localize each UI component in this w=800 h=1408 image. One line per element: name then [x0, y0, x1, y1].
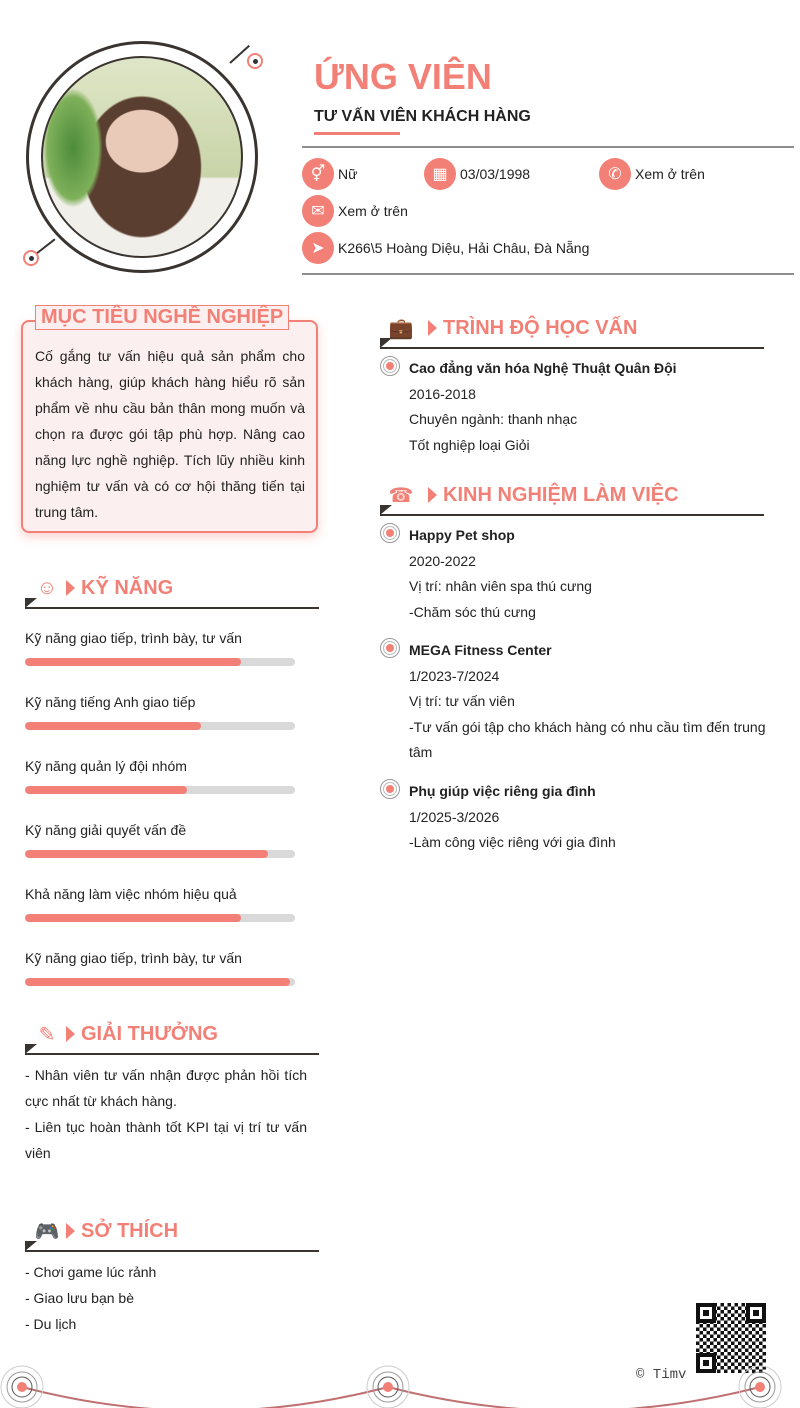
awards-header: ✎ GIẢI THƯỞNG — [34, 1022, 218, 1046]
skill-item — [25, 886, 295, 922]
arrow-icon — [66, 580, 75, 596]
awards-list: - Nhân viên tư vấn nhận được phản hồi tích cực nhất từ khách hàng. - Liên tục hoàn thành tốt KPI tại vị trí tư vấn viên — [25, 1067, 307, 1161]
item-detail: 1/2025-3/2026 — [409, 808, 500, 825]
item-title: Cao đẳng văn hóa Nghệ Thuật Quân Đội — [409, 360, 677, 376]
experience-item — [380, 523, 770, 625]
skill-item — [25, 758, 295, 794]
skill-label: Kỹ năng tiếng Anh giao tiếp — [25, 694, 196, 710]
skill-bar — [25, 786, 295, 794]
target-right — [739, 1366, 781, 1408]
location-icon: ➤ — [302, 232, 334, 264]
email-icon: ✉ — [302, 195, 334, 227]
target-bullet-icon — [380, 523, 400, 543]
target-middle — [367, 1366, 409, 1408]
skill-bar-fill — [25, 658, 241, 666]
contact-phone: ✆ Xem ở trên — [599, 158, 705, 190]
skill-item — [25, 630, 295, 666]
item-detail: -Tư vấn gói tập cho khách hàng có nhu cầu tìm đến trung tâm — [409, 718, 766, 760]
footer-wave — [0, 1355, 800, 1408]
contact-birthday: ▦ 03/03/1998 — [424, 158, 530, 190]
skill-label: Kỹ năng giao tiếp, trình bày, tư vấn — [25, 950, 242, 966]
item-detail: 2016-2018 — [409, 385, 476, 402]
divider — [380, 514, 764, 516]
skill-label: Kỹ năng giao tiếp, trình bày, tư vấn — [25, 630, 242, 646]
divider — [302, 273, 794, 275]
skill-bar-fill — [25, 722, 201, 730]
arrow-icon — [428, 320, 437, 336]
target-bullet-icon — [380, 356, 400, 376]
award-icon: ✎ — [38, 1023, 56, 1046]
skills-header: ☺ KỸ NĂNG — [34, 576, 173, 600]
candidate-name: ỨNG VIÊN — [314, 56, 492, 97]
skill-label: Khả năng làm việc nhóm hiệu quả — [25, 886, 237, 902]
skill-bar-fill — [25, 978, 290, 986]
item-detail: Tốt nghiệp loại Giỏi — [409, 436, 530, 453]
gender-icon: ⚥ — [302, 158, 334, 190]
skill-bar — [25, 978, 295, 986]
decor-dot — [247, 53, 263, 69]
contact-address: ➤ K266\5 Hoàng Diệu, Hải Châu, Đà Nẵng — [302, 232, 589, 264]
item-detail: 1/2023-7/2024 — [409, 667, 500, 684]
item-detail: Vị trí: nhân viên spa thú cưng — [409, 578, 592, 594]
experience-header: ☎ KINH NGHIỆM LÀM VIỆC — [388, 483, 679, 507]
skill-bar-fill — [25, 914, 241, 922]
item-detail: Chuyên ngành: thanh nhạc — [409, 411, 578, 427]
item-title: Happy Pet shop — [409, 527, 515, 543]
hobbies-list: - Chơi game lúc rảnh - Giao lưu bạn bè - Du lịch — [25, 1264, 157, 1332]
skill-item — [25, 694, 295, 730]
arrow-icon — [428, 487, 437, 503]
divider — [314, 132, 400, 135]
target-bullet-icon — [380, 779, 400, 799]
skill-bar — [25, 914, 295, 922]
item-detail: -Chăm sóc thú cưng — [409, 603, 536, 620]
decor-line — [35, 238, 55, 254]
arrow-icon — [66, 1026, 75, 1042]
item-detail: 2020-2022 — [409, 552, 476, 569]
career-goal-text: Cố gắng tư vấn hiệu quả sản phẩm cho khách hàng, giúp khách hàng hiểu rõ sản phẩm về nhu cầu bản thân mong muốn và chọn ra được gói tập phù hợp. Nâng cao năng lực nghề nghiệp. Tích lũy nhiều kinh nghiệm tư vấn và có cơ hội thăng tiến tại trung tâm. — [35, 348, 305, 520]
divider — [380, 347, 764, 349]
experience-item — [380, 779, 770, 856]
item-title: MEGA Fitness Center — [409, 642, 552, 658]
skill-bar — [25, 850, 295, 858]
divider — [25, 607, 319, 609]
hobbies-header: 🎮 SỞ THÍCH — [34, 1219, 179, 1243]
skill-item — [25, 950, 295, 986]
skill-bar-fill — [25, 850, 268, 858]
career-goal-title: MỤC TIÊU NGHỀ NGHIỆP — [35, 305, 289, 330]
experience-item — [380, 638, 770, 766]
education-item — [380, 356, 770, 458]
divider — [25, 1053, 319, 1055]
skill-bar — [25, 658, 295, 666]
target-left — [1, 1366, 43, 1408]
calendar-icon: ▦ — [424, 158, 456, 190]
skill-bar-fill — [25, 786, 187, 794]
phone-icon: ✆ — [599, 158, 631, 190]
skill-label: Kỹ năng giải quyết vấn đề — [25, 822, 187, 838]
telephone-icon: ☎ — [388, 484, 414, 507]
arrow-icon — [66, 1223, 75, 1239]
item-detail: Vị trí: tư vấn viên — [409, 693, 515, 709]
job-title: TƯ VẤN VIÊN KHÁCH HÀNG — [314, 108, 531, 125]
skill-label: Kỹ năng quản lý đội nhóm — [25, 758, 187, 774]
contact-gender: ⚥ Nữ — [302, 158, 357, 190]
skill-bar — [25, 722, 295, 730]
target-bullet-icon — [380, 638, 400, 658]
education-header: 💼 TRÌNH ĐỘ HỌC VẤN — [388, 316, 638, 340]
copyright: © Timv — [636, 1367, 687, 1383]
item-detail: -Làm công việc riêng với gia đình — [409, 834, 616, 850]
avatar — [41, 56, 243, 258]
divider — [302, 146, 794, 148]
skill-item — [25, 822, 295, 858]
decor-dot — [23, 250, 39, 266]
gamepad-icon: 🎮 — [34, 1220, 60, 1243]
divider — [25, 1250, 319, 1252]
head-icon: ☺ — [36, 576, 58, 599]
item-title: Phụ giúp việc riêng gia đình — [409, 783, 596, 799]
briefcase-icon: 💼 — [388, 317, 414, 340]
contact-email: ✉ Xem ở trên — [302, 195, 408, 227]
